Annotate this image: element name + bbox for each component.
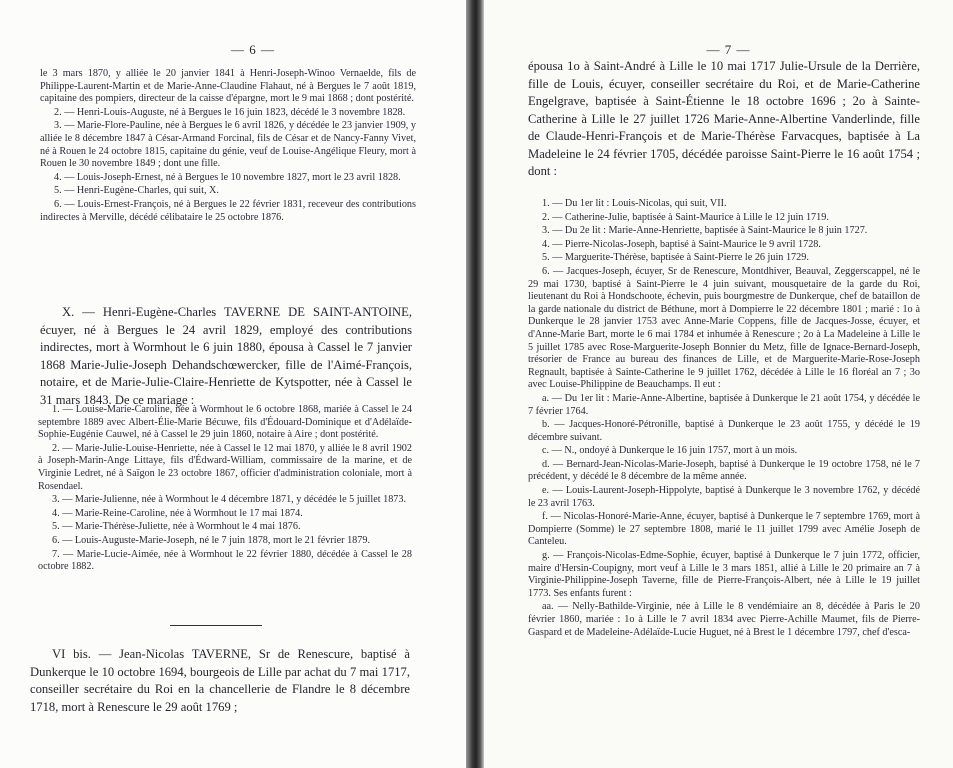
grandchild-entry: c. — N., ondoyé à Dunkerque le 16 juin 1757, mort à un mois. [542,445,798,457]
child-entry: 3. — Marie-Flore-Pauline, née à Bergues le 6 avril 1826, y décédée le 23 janvier 1909, y alliée le 8 décembre 1847 à César-Armand Forcinal, fils de César et de Nancy-Fanny Vivet, né à Rouen le 24 octobre 1815, capitaine du génie, veuf de Louise-Angélique Fleury, mort à Rouen le 30 novembre 1849 ; dont une fille. [40,120,416,170]
child-entry: 5. — Marguerite-Thérèse, baptisée à Saint-Pierre le 26 juin 1729. [542,252,809,264]
grandchild-entry: aa. — Nelly-Bathilde-Virginie, née à Lille le 8 vendémiaire an 8, décédée à Paris le 20 février 1860, mariée : 1o à Lille le 7 avril 1834 avec Pierre-Achille Maumet, fils de Pierre-Gaspard et de Madeleine-Adélaïde-Lucie Huguet, né à Brest le 1 décembre 1797, chef d'esca- [528,601,920,638]
grandchild-entry: f. — Nicolas-Honoré-Marie-Anne, écuyer, baptisé à Dunkerque le 7 septembre 1769, mort à Dompierre (Somme) le 27 septembre 1808, marié le 11 juillet 1799 avec Amélie Joseph de Canteleu. [528,511,920,548]
intro-paragraph: épousa 1o à Saint-André à Lille le 10 mai 1717 Julie-Ursule de la Derrière, fille de Louis, écuyer, conseiller secrétaire du Roi, et de Marie-Catherine Engelgrave, baptisée à Saint-Étienne le 18 octobre 1696 ; 2o à Sainte-Catherine à Lille le 27 juillet 1726 Marie-Anne-Albertine Vanderlinde, fille de Claude-Henri-François et de Marie-Thérèse Farvacques, baptisée à La Madeleine le 24 février 1705, décédée paroisse Saint-Pierre le 16 août 1754 ; dont : [528,59,920,178]
child-entry: 4. — Marie-Reine-Caroline, née à Wormhout le 17 mai 1874. [52,507,303,519]
grandchild-entry: b. — Jacques-Honoré-Pétronille, baptisé à Dunkerque le 23 août 1755, y décédé le 19 décembre suivant. [528,419,920,443]
child-entry: 2. — Marie-Julie-Louise-Henriette, née à Cassel le 12 mai 1870, y alliée le 8 avril 1902 à Joseph-Marin-Ange Littaye, fils d'Édward-William, commissaire de la marine, et de Virginie Ledret, né à Saïgon le 23 octobre 1867, officier d'administration coloniale, mort à Rosendael. [38,442,412,492]
child-entry: 3. — Marie-Julienne, née à Wormhout le 4 décembre 1871, y décédée le 5 juillet 1873. [52,494,407,506]
left-page [0,0,466,768]
child-entry: 4. — Louis-Joseph-Ernest, né à Bergues le 10 novembre 1827, mort le 23 avril 1828. [54,171,401,183]
section-x-paragraph: X. — Henri-Eugène-Charles TAVERNE DE SAINT-ANTOINE, écuyer, né à Bergues le 24 avril 1829, employé des contributions indirectes, mort à Wormhout le 6 juin 1880, épousa à Cassel le 7 janvier 1868 Marie-Julie-Joseph Dehandschœwercker, fille de l'Aimé-François, notaire, et de Marie-Julie-Claire-Henriette de Kytspotter, née à Cassel le 31 mars 1843. De ce mariage : [40,305,412,407]
child-entry: 2. — Catherine-Julie, baptisée à Saint-Maurice à Lille le 12 juin 1719. [542,211,829,223]
left-lower-block [38,404,412,575]
grandchild-entry: e. — Louis-Laurent-Joseph-Hippolyte, baptisé à Dunkerque le 3 novembre 1762, y décédé le 23 avril 1763. [528,485,920,509]
section-vi-bis-paragraph: VI bis. — Jean-Nicolas TAVERNE, Sr de Renescure, baptisé à Dunkerque le 10 octobre 1694, bourgeois de Lille par achat du 7 mai 1717, conseiller secrétaire du Roi en la chancellerie de Flandre le 8 décembre 1718, mort à Renescure le 29 août 1769 ; [30,647,410,714]
child-entry: 3. — Du 2e lit : Marie-Anne-Henriette, baptisée à Saint-Maurice le 8 juin 1727. [542,225,868,237]
grandchild-entry: d. — Bernard-Jean-Nicolas-Marie-Joseph, baptisé à Dunkerque le 19 octobre 1758, né le 7 précédent, y décédé le 8 décembre de la même année. [528,458,920,483]
child-entry: 4. — Pierre-Nicolas-Joseph, baptisé à Saint-Maurice le 9 avril 1728. [542,238,821,250]
child-entry: 5. — Marie-Thérèse-Juliette, née à Wormhout le 4 mai 1876. [52,521,301,533]
section-vi-bis-block [30,646,410,716]
child-entry: 6. — Jacques-Joseph, écuyer, Sr de Renescure, Montdhiver, Beauval, Zeggerscappel, né le 29 mai 1730, baptisé à Saint-Pierre le 4 juin suivant, mousquetaire de la garde du Roi, lieutenant du Roi à Hondschoote, échevin, puis bourgmestre de Dunkerque, chef de bataillon de la garde nationale du district de Béthune, mort à Dompierre le 22 décembre 1801 ; marié : 1o à Dunkerque le 28 janvier 1753 avec Anne-Marie Coppens, fille de Jacques-Josse, écuyer, et d'Anne-Marie Bart, morte le 6 mai 1784 et inhumée à Renescure ; 2o à La Madeleine à Lille le 5 juillet 1785 avec Rose-Marguerite-Joseph Bonnier du Metz, fille de Ignace-Bernard-Joseph, trésorier de France au bureau des finances de Lille, et de Marguerite-Marie-Rose-Joseph Regnault, baptisée à Sainte-Catherine le 9 juillet 1762, décédée à Lille le 16 floréal an 7 ; 3o avec Louise-Philippine de Beauchamps. Il eut : [528,265,920,391]
child-entry: 6. — Louis-Ernest-François, né à Bergues le 22 février 1831, receveur des contributions indirectes à Merville, décédé célibataire le 25 octobre 1876. [40,198,416,223]
child-entry: 2. — Henri-Louis-Auguste, né à Bergues le 16 juin 1823, décédé le 3 novembre 1828. [54,106,406,118]
continuation-paragraph: le 3 mars 1870, y alliée le 20 janvier 1841 à Henri-Joseph-Winoo Vernaelde, fils de Philippe-Laurent-Martin et de Marie-Anne-Claudine Flahaut, né à Bergues le 7 août 1819, capitaine des pompiers, directeur de la caisse d'épargne, mort le 9 mai 1868 ; dont postérité. [40,68,416,105]
child-entry: 6. — Louis-Auguste-Marie-Joseph, né le 7 juin 1878, mort le 21 février 1879. [52,534,371,546]
grandchild-entry: a. — Du 1er lit : Marie-Anne-Albertine, baptisée à Dunkerque le 21 août 1754, y décédée le 7 février 1764. [528,392,920,417]
right-intro-block [528,58,920,181]
child-entry: 5. — Henri-Eugène-Charles, qui suit, X. [54,185,219,197]
book-gutter [466,0,484,768]
child-entry: 7. — Marie-Lucie-Aimée, née à Wormhout le 22 février 1880, décédée à Cassel le 28 octobre 1882. [38,548,412,573]
right-page [484,0,953,768]
section-x-block [40,304,412,409]
grandchild-entry: g. — François-Nicolas-Edme-Sophie, écuyer, baptisé à Dunkerque le 7 juin 1772, officier, maire d'Hersin-Coupigny, mort veuf à Lille le 3 mars 1851, allié à Lille le 20 primaire an 7 à Virginie-Philippine-Joseph Taverne, fille de Pierre-François-Albert, née à Lille le 19 juillet 1773. Ses enfants furent : [528,550,920,599]
child-entry: 1. — Du 1er lit : Louis-Nicolas, qui suit, VII. [542,198,727,209]
right-children-block [528,198,920,640]
section-divider [170,625,262,626]
left-upper-block [40,68,416,225]
page-number-left: — 6 — [231,42,275,57]
page-number-right: — 7 — [706,42,751,57]
child-entry: 1. — Louise-Marie-Caroline, née à Wormhout le 6 octobre 1868, mariée à Cassel le 24 septembre 1889 avec Albert-Élie-Marie Bécuwe, fils d'Édouard-Dominique et d'Adélaïde-Sophie-Eugénie Cauwel, né à Cassel le 29 juin 1860, notaire à Aire ; dont postérité. [38,404,412,441]
